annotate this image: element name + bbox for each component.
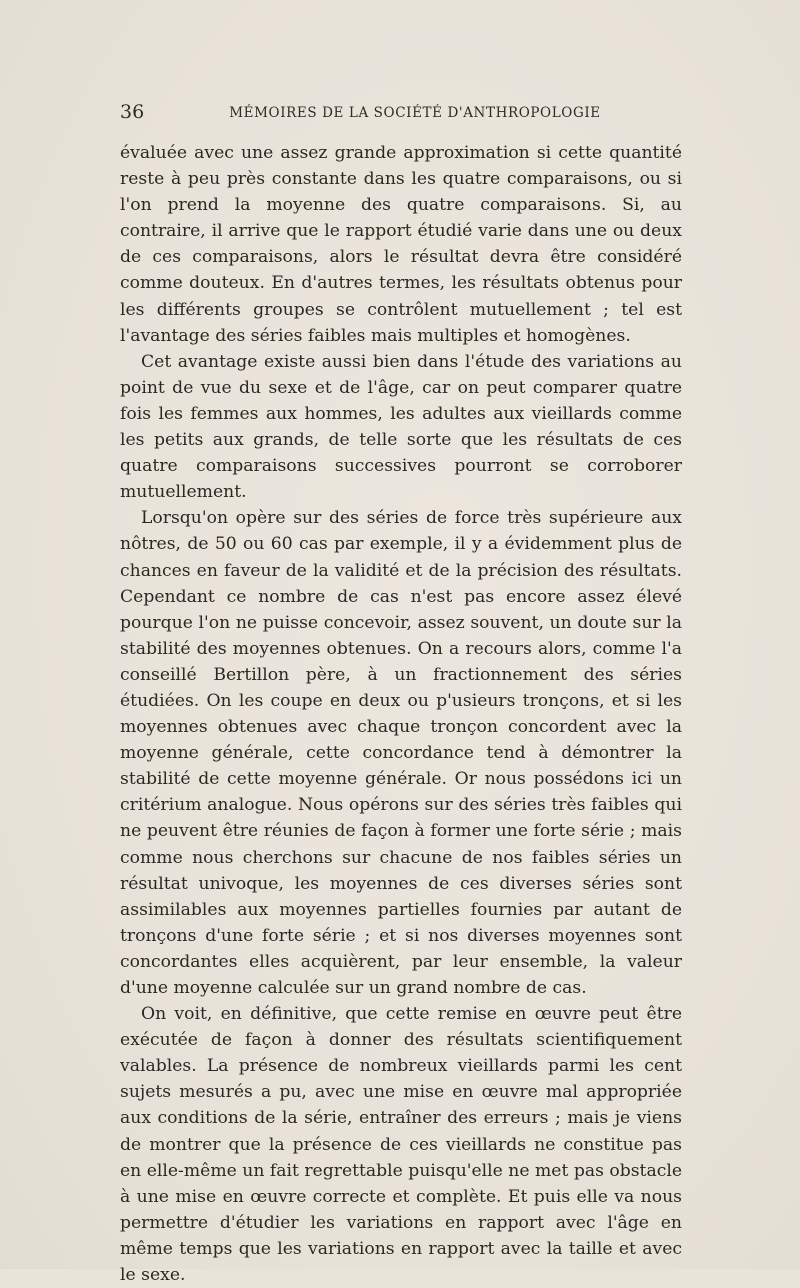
- paragraph: Cet avantage existe aussi bien dans l'étude des variations au point de vue du sexe et de l'âge, car on peut comparer quatre fois les femmes aux hommes, les adultes aux vieillards comme les petits aux grands, de telle sorte que les résultats de ces quatre comparaisons successives pourront se corroborer mutuellement.: [120, 351, 682, 503]
- page-header: [120, 101, 680, 127]
- paragraph: évaluée avec une assez grande approximation si cette quantité reste à peu près constante dans les quatre comparaisons, ou si l'on prend la moyenne des quatre comparaisons. Si, au contraire, il arrive que le rapport étudié varie dans une ou deux de ces comparaisons, alors le résultat devra être considéré comme douteux. En d'autres termes, les résultats obtenus pour les différents groupes se contrôlent mutuellement ; tel est l'avantage des séries faibles mais multiples et homogènes.: [120, 143, 682, 346]
- running-head: MÉMOIRES DE LA SOCIÉTÉ D'ANTHROPOLOGIE: [229, 105, 601, 121]
- body-text: [120, 140, 682, 1288]
- paragraph: On voit, en définitive, que cette remise en œuvre peut être exécutée de façon à donner des résultats scientifiquement valables. La présence de nombreux vieillards parmi les cent sujets mesurés a pu, avec une mise en œuvre mal appropriée aux conditions de la série, entraîner des erreurs ; mais je viens de montrer que la présence de ces vieillards ne constitue pas en elle-même un fait regrettable puisqu'elle ne met pas obstacle à une mise en œuvre correcte et complète. Et puis elle va nous permettre d'étudier les variations en rapport avec l'âge en même temps que les variations en rapport avec la taille et avec le sexe.: [120, 1004, 682, 1286]
- page-number: 36: [120, 101, 145, 123]
- paragraph: Lorsqu'on opère sur des séries de force très supérieure aux nôtres, de 50 ou 60 cas par exemple, il y a évidemment plus de chances en faveur de la validité et de la précision des résultats. Cependant ce nombre de cas n'est pas encore assez élevé pourque l'on ne puisse concevoir, assez souvent, un doute sur la stabilité des moyennes obtenues. On a recours alors, comme l'a conseillé Bertillon père, à un fractionnement des séries étudiées. On les coupe en deux ou p'usieurs tronçons, et si les moyennes obtenues avec chaque tronçon concordent avec la moyenne générale, cette concordance tend à démontrer la stabilité de cette moyenne générale. Or nous possédons ici un critérium analogue. Nous opérons sur des séries très faibles qui ne peuvent être réunies de façon à former une forte série ; mais comme nous cherchons sur chacune de nos faibles séries un résultat univoque, les moyennes de ces diverses séries sont assimilables aux moyennes partielles fournies par autant de tronçons d'une forte série ; et si nos diverses moyennes sont concordantes elles acquièrent, par leur ensemble, la valeur d'une moyenne calculée sur un grand nombre de cas.: [120, 508, 682, 998]
